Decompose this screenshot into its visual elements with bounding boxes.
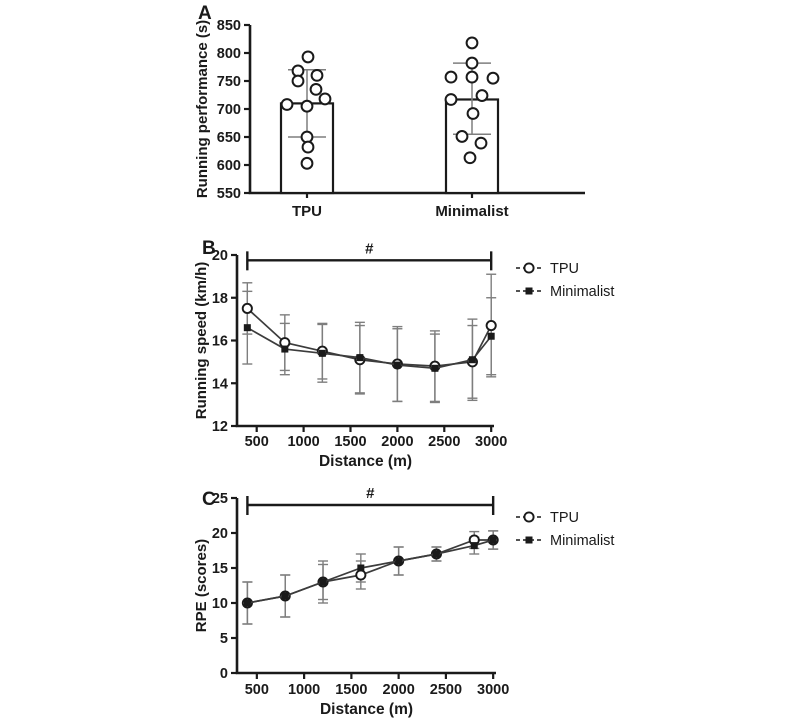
data-point xyxy=(311,84,322,95)
minimalist-square-marker xyxy=(394,362,401,369)
minimalist-square-marker xyxy=(395,558,402,565)
data-point xyxy=(446,72,457,83)
data-point xyxy=(477,90,488,101)
significance-hash: # xyxy=(365,240,374,258)
legend xyxy=(516,510,614,549)
minimalist-square-marker xyxy=(488,333,495,340)
panel-c-line-chart xyxy=(190,478,630,722)
x-tick-label: 1000 xyxy=(287,682,321,698)
tpu-circle-marker xyxy=(524,512,533,521)
tpu-circle-marker xyxy=(487,321,496,330)
x-tick-label: 1500 xyxy=(335,682,368,698)
y-tick-label: 850 xyxy=(216,18,241,34)
y-tick-label: 20 xyxy=(211,248,228,264)
data-point xyxy=(302,158,313,169)
minimalist-square-marker xyxy=(469,356,476,363)
tpu-circle-marker xyxy=(524,263,533,272)
x-tick-label: 3000 xyxy=(477,682,510,698)
minimalist-square-marker xyxy=(431,365,438,372)
data-point xyxy=(468,108,479,119)
minimalist-square-marker xyxy=(320,579,327,586)
y-tick-label: 700 xyxy=(216,102,241,118)
data-point xyxy=(312,70,323,81)
y-tick-label: 10 xyxy=(211,596,228,612)
minimalist-square-marker xyxy=(244,324,251,331)
data-point xyxy=(465,152,476,163)
data-point xyxy=(476,138,487,149)
legend xyxy=(516,261,614,300)
x-tick-label: 2000 xyxy=(381,434,414,450)
minimalist-square-marker xyxy=(490,537,497,544)
minimalist-square-marker xyxy=(526,288,533,295)
x-tick-label: 3000 xyxy=(475,434,508,450)
data-point xyxy=(446,94,457,105)
panel-letter-a: A xyxy=(198,3,212,24)
panel-a-bar-chart xyxy=(190,0,630,233)
minimalist-square-marker xyxy=(356,354,363,361)
minimalist-square-marker xyxy=(526,537,533,544)
data-point xyxy=(488,73,499,84)
x-tick-label: 1500 xyxy=(334,434,367,450)
legend-label: TPU xyxy=(550,261,579,277)
minimalist-square-marker xyxy=(471,542,478,549)
y-tick-label: 750 xyxy=(216,74,241,90)
panel-letter: C xyxy=(202,489,216,510)
category-label: Minimalist xyxy=(435,203,509,220)
significance-hash: # xyxy=(366,485,375,502)
data-point xyxy=(467,58,478,69)
minimalist-square-marker xyxy=(433,551,440,558)
x-tick-label: 500 xyxy=(244,682,269,698)
y-tick-label: 5 xyxy=(219,631,228,647)
tpu-circle-marker xyxy=(243,304,252,313)
x-axis-title: Distance (m) xyxy=(318,453,413,470)
y-tick-label: 16 xyxy=(211,333,228,350)
y-tick-label: 20 xyxy=(211,526,228,542)
y-axis-title: RPE (scores) xyxy=(193,538,210,633)
tpu-circle-marker xyxy=(356,570,365,579)
minimalist-square-marker xyxy=(244,600,251,607)
y-tick-label: 14 xyxy=(211,376,228,393)
minimalist-square-marker xyxy=(282,593,289,600)
x-tick-label: 2500 xyxy=(429,682,463,698)
data-point xyxy=(457,131,468,142)
minimalist-square-marker xyxy=(357,565,364,572)
y-axis-title: Running performance (s) xyxy=(194,19,211,199)
data-point xyxy=(302,101,313,112)
data-point xyxy=(303,142,314,153)
data-point xyxy=(293,76,304,87)
y-tick-label: 650 xyxy=(216,130,241,146)
y-tick-label: 12 xyxy=(211,419,228,435)
data-point xyxy=(282,99,293,110)
y-tick-label: 18 xyxy=(211,290,228,307)
x-tick-label: 2500 xyxy=(428,434,461,450)
legend-label: Minimalist xyxy=(550,533,615,549)
x-axis-title: Distance (m) xyxy=(319,701,414,718)
y-tick-label: 25 xyxy=(211,491,228,507)
y-tick-label: 0 xyxy=(219,666,228,682)
category-label: TPU xyxy=(292,203,322,220)
y-axis-title: Running speed (km/h) xyxy=(193,261,210,420)
x-tick-label: 1000 xyxy=(287,434,320,450)
y-tick-label: 550 xyxy=(216,186,241,202)
x-tick-label: 2000 xyxy=(382,682,415,698)
data-point xyxy=(467,38,478,49)
panel-b-line-chart xyxy=(190,233,630,478)
y-tick-label: 15 xyxy=(211,561,228,577)
data-point xyxy=(303,52,314,63)
panel-letter: B xyxy=(202,238,216,259)
minimalist-square-marker xyxy=(319,350,326,357)
y-tick-label: 600 xyxy=(216,158,241,174)
legend-label: Minimalist xyxy=(550,284,615,300)
data-point xyxy=(320,94,331,105)
legend-label: TPU xyxy=(550,510,579,526)
minimalist-square-marker xyxy=(281,346,288,353)
data-point xyxy=(467,72,478,83)
x-tick-label: 500 xyxy=(244,434,269,450)
y-tick-label: 800 xyxy=(216,46,241,62)
